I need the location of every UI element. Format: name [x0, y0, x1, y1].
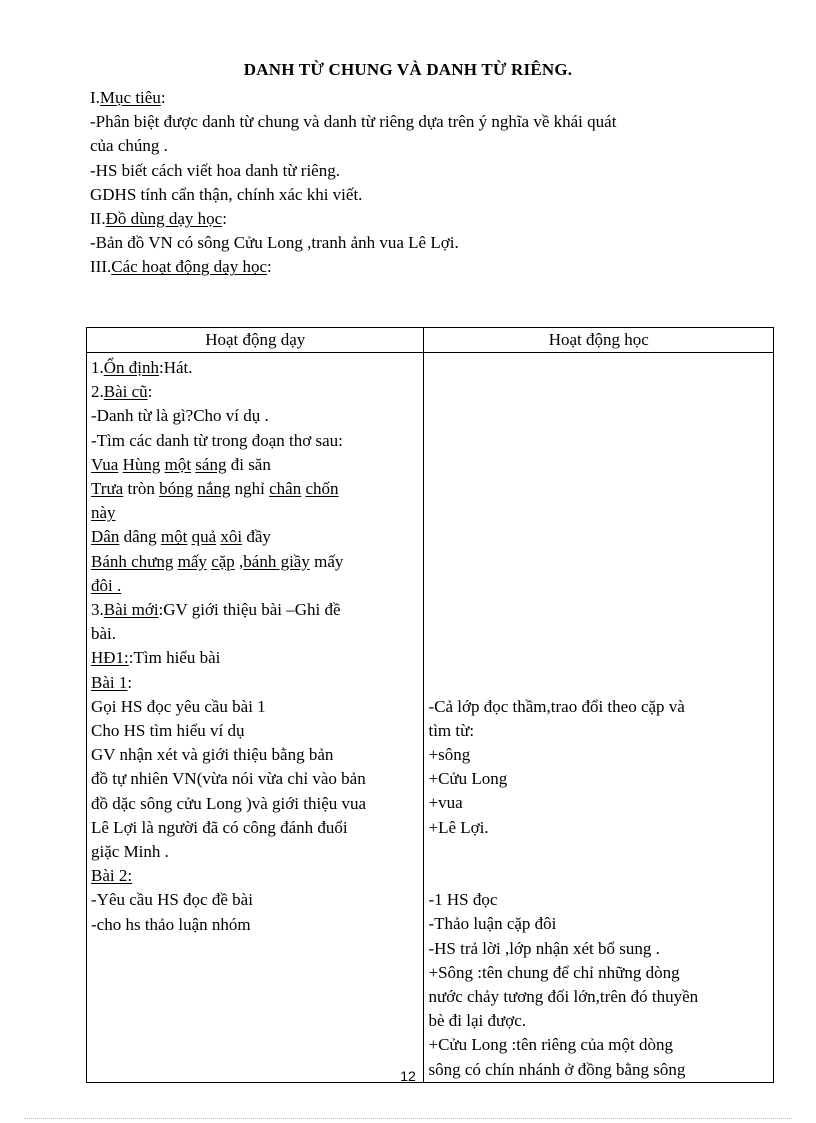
student-response-line: +Lê Lợi.: [428, 817, 489, 837]
review-question: -Tìm các danh từ trong đoạn thơ sau:: [91, 430, 343, 450]
section-materials-heading: II.Đồ dùng dạy học:: [90, 209, 227, 229]
teacher-activity-cell: [87, 353, 424, 1083]
header-student-activity: Hoạt động học: [424, 328, 774, 353]
activity-1-heading: HĐ1::Tìm hiểu bài: [91, 648, 221, 668]
poem-line: Vua Hùng một sáng đi săn: [91, 454, 271, 474]
student-response-line: +Cửu Long: [428, 769, 508, 789]
section-objectives-heading: I.Mục tiêu:: [90, 88, 166, 107]
section-activities-heading: III.Các hoạt động dạy học:: [90, 257, 272, 277]
step-stabilize: 1.Ổn định:Hát.: [91, 358, 193, 377]
page-number: 12: [400, 1068, 416, 1084]
student-response-line: +Sông :tên chung để chỉ những dòng: [428, 962, 680, 982]
exercise-1-line: giặc Minh .: [91, 842, 169, 862]
student-response-line: -Cả lớp đọc thầm,trao đổi theo cặp và: [428, 696, 685, 716]
student-response-line: +Cửu Long :tên riêng của một dòng: [428, 1035, 673, 1055]
student-response-line: -1 HS đọc: [428, 890, 498, 910]
poem-line: Dân dâng một quả xôi đầy: [91, 527, 271, 547]
review-question: -Danh từ là gì?Cho ví dụ .: [91, 406, 269, 426]
objective-line: -HS biết cách viết hoa danh từ riêng.: [90, 160, 340, 180]
activities-table: [86, 327, 774, 1083]
poem-line: Bánh chưng mấy cặp ,bánh giầy mấy: [91, 551, 344, 571]
table-row: [87, 353, 774, 1083]
header-teacher-activity: Hoạt động dạy: [87, 328, 424, 353]
step-new-lesson: 3.Bài mới:GV giới thiệu bài –Ghi đề: [91, 600, 341, 620]
objective-line: GDHS tính cẩn thận, chính xác khi viết.: [90, 184, 363, 204]
student-activity-cell: [424, 353, 774, 1083]
student-response-line: +vua: [428, 793, 463, 813]
objective-line: -Phân biệt được danh từ chung và danh từ riêng dựa trên ý nghĩa về khái quát: [90, 112, 617, 132]
step-review: 2.Bài cũ:: [91, 382, 153, 402]
exercise-1-line: Cho HS tìm hiểu ví dụ: [91, 721, 245, 741]
objective-line: của chúng .: [90, 136, 168, 156]
exercise-2-heading: Bài 2:: [91, 866, 133, 886]
student-response-line: tìm từ:: [428, 720, 475, 740]
exercise-2-line: -Yêu cầu HS đọc đề bài: [91, 890, 253, 910]
poem-line: Trưa tròn bóng nắng nghỉ chân chốn: [91, 479, 339, 499]
exercise-1-line: đồ dặc sông cửu Long )và giới thiệu vua: [91, 793, 367, 813]
lesson-intro: [90, 86, 740, 280]
table-header-row: [87, 328, 774, 353]
student-response-line: sông có chín nhánh ở đồng bằng sông: [428, 1059, 686, 1079]
exercise-1-line: đồ tự nhiên VN(vừa nói vừa chỉ vào bản: [91, 769, 366, 789]
student-response-line: -HS trả lời ,lớp nhận xét bổ sung .: [428, 938, 660, 958]
materials-line: -Bản đồ VN có sông Cửu Long ,tranh ảnh vua Lê Lợi.: [90, 233, 459, 253]
exercise-2-line: -cho hs thảo luận nhóm: [91, 914, 251, 934]
poem-line: đôi .: [91, 575, 122, 595]
exercise-1-line: Lê Lợi là người đã có công đánh đuổi: [91, 817, 348, 837]
exercise-1-heading: Bài 1:: [91, 672, 133, 692]
exercise-1-line: GV nhận xét và giới thiệu bằng bản: [91, 745, 334, 765]
step-new-lesson-cont: bài.: [91, 624, 117, 644]
lesson-title: DANH TỪ CHUNG VÀ DANH TỪ RIÊNG.: [243, 60, 573, 79]
student-response-line: nước chảy tương đối lớn,trên đó thuyền: [428, 987, 699, 1007]
exercise-1-line: Gọi HS đọc yêu cầu bài 1: [91, 696, 266, 716]
poem-line: này: [91, 503, 116, 523]
student-response-line: -Thảo luận cặp đôi: [428, 914, 557, 934]
page-bottom-divider: [24, 1118, 792, 1119]
student-response-line: bè đi lại được.: [428, 1011, 526, 1031]
student-response-line: +sông: [428, 745, 471, 765]
